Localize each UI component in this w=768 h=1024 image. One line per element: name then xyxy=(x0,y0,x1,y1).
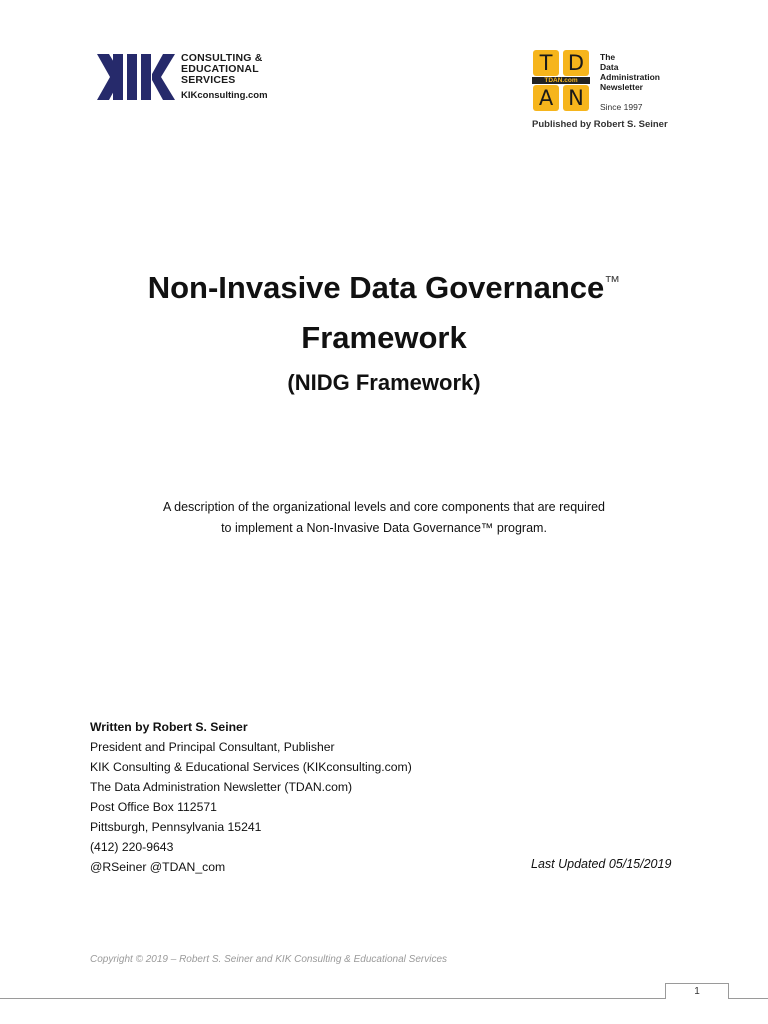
tdan-band: TDAN.com xyxy=(532,77,590,84)
tdan-logo-line: Data xyxy=(600,62,619,72)
author-company: KIK Consulting & Educational Services (KIKconsulting.com) xyxy=(90,760,412,774)
tdan-tiles xyxy=(532,50,590,112)
tdan-published-by: Published by Robert S. Seiner xyxy=(532,119,668,130)
kik-logo xyxy=(95,52,275,104)
author-block xyxy=(90,717,412,877)
tdan-tile-d: D xyxy=(563,50,589,76)
kik-logo-url: KIKconsulting.com xyxy=(181,90,268,101)
kik-logo-text xyxy=(181,53,263,86)
trademark-symbol: ™ xyxy=(604,274,621,291)
author-phone: (412) 220-9643 xyxy=(90,840,174,854)
tdan-tile-a: A xyxy=(533,85,559,111)
tdan-logo-line: Newsletter xyxy=(600,82,643,92)
author-po-box: Post Office Box 112571 xyxy=(90,800,217,814)
tdan-logo-line: The xyxy=(600,52,616,62)
description xyxy=(0,497,768,539)
kik-logo-mark-icon xyxy=(95,52,175,102)
kik-logo-line: SERVICES xyxy=(181,74,236,86)
tdan-since: Since 1997 xyxy=(600,102,643,112)
document-title-line-2: Framework xyxy=(301,320,467,355)
tdan-tile-n: N xyxy=(563,85,589,111)
tdan-tile-t: T xyxy=(533,50,559,76)
author-role: President and Principal Consultant, Publisher xyxy=(90,740,335,754)
author-social: @RSeiner @TDAN_com xyxy=(90,860,226,874)
tdan-logo xyxy=(532,50,672,132)
kik-logo-line: EDUCATIONAL xyxy=(181,63,259,75)
document-subtitle: (NIDG Framework) xyxy=(287,370,481,395)
author-newsletter: The Data Administration Newsletter (TDAN.com) xyxy=(90,780,353,794)
tdan-logo-text xyxy=(600,52,660,92)
title-line-1: Non-Invasive Data Governance xyxy=(147,270,605,305)
copyright: Copyright © 2019 – Robert S. Seiner and KIK Consulting & Educational Services xyxy=(90,954,448,965)
document-title xyxy=(0,270,768,306)
footer-divider xyxy=(0,998,768,999)
last-updated: Last Updated 05/15/2019 xyxy=(531,857,672,871)
author-city: Pittsburgh, Pennsylvania 15241 xyxy=(90,820,262,834)
description-line: A description of the organizational levels and core components that are required xyxy=(163,500,605,514)
tdan-logo-line: Administration xyxy=(600,72,660,82)
description-line: to implement a Non-Invasive Data Governance™ program. xyxy=(221,521,547,535)
page-number: 1 xyxy=(665,983,729,999)
kik-logo-line: CONSULTING & xyxy=(181,52,263,64)
written-by: Written by Robert S. Seiner xyxy=(90,720,248,734)
